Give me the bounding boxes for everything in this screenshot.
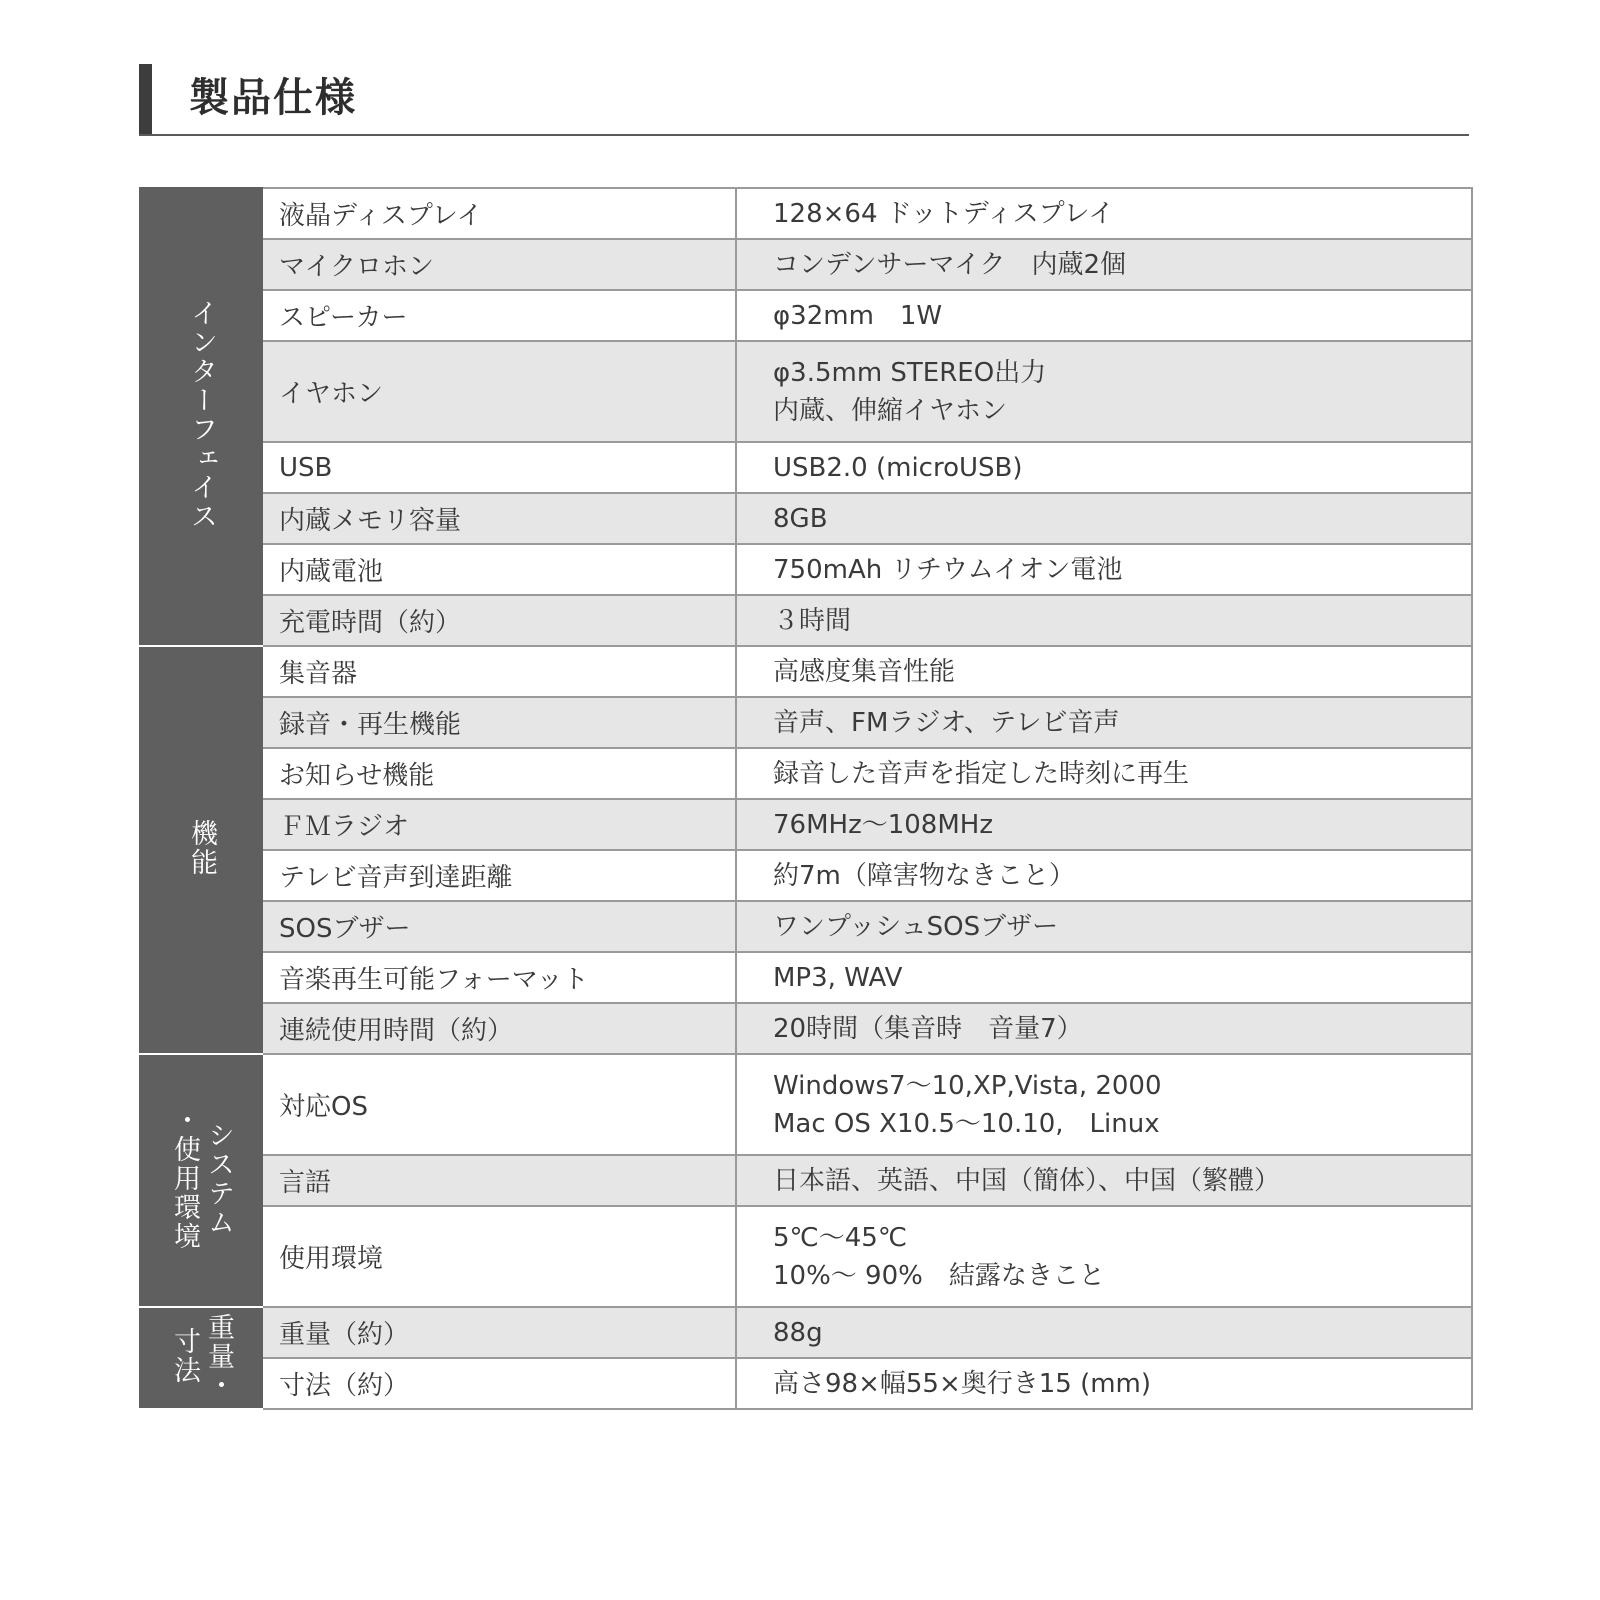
spec-value-line: 5℃〜45℃: [773, 1222, 908, 1253]
spec-label: 音楽再生可能フォーマット: [262, 952, 736, 1003]
spec-value: [736, 1054, 1472, 1155]
spec-value: [736, 239, 1472, 290]
category-cell: [140, 188, 262, 646]
spec-label: 対応OS: [262, 1054, 736, 1155]
spec-label: 充電時間（約）: [262, 595, 736, 646]
spec-label: 寸法（約）: [262, 1358, 736, 1409]
spec-value: [736, 290, 1472, 341]
spec-label: 使用環境: [262, 1206, 736, 1307]
spec-value-line: 高感度集音性能: [773, 656, 956, 687]
spec-row: [140, 646, 1472, 697]
spec-label: 録音・再生機能: [262, 697, 736, 748]
spec-value-line: MP3, WAV: [773, 962, 903, 993]
spec-value-line: 高さ98×幅55×奥行き15 (mm): [773, 1368, 1152, 1399]
spec-row: [140, 1003, 1472, 1054]
category-label: システム ・使用環境: [169, 1106, 234, 1251]
spec-value: [736, 850, 1472, 901]
spec-value-line: 20時間（集音時 音量7）: [773, 1013, 1083, 1044]
spec-row: [140, 901, 1472, 952]
spec-label: テレビ音声到達距離: [262, 850, 736, 901]
spec-value-line: 76MHz〜108MHz: [773, 809, 993, 840]
spec-row: [140, 1307, 1472, 1358]
spec-row: [140, 341, 1472, 442]
spec-value-line: 録音した音声を指定した時刻に再生: [773, 758, 1190, 789]
spec-value-line: 約7m（障害物なきこと）: [773, 860, 1075, 891]
spec-value-line: 128×64 ドットディスプレイ: [773, 198, 1115, 229]
spec-value-line: ３時間: [773, 605, 852, 636]
spec-value: [736, 1003, 1472, 1054]
spec-row: [140, 595, 1472, 646]
spec-row: [140, 952, 1472, 1003]
spec-value: [736, 697, 1472, 748]
spec-value: [736, 901, 1472, 952]
spec-row: [140, 188, 1472, 239]
spec-value-line: φ32mm 1W: [773, 300, 943, 331]
category-label: インターフェイス: [186, 299, 217, 531]
spec-value: [736, 952, 1472, 1003]
spec-value-line: 8GB: [773, 503, 828, 534]
spec-value-line: USB2.0 (microUSB): [773, 452, 1023, 483]
spec-value-line: 音声、FMラジオ、テレビ音声: [773, 707, 1120, 738]
title-accent-bar: [139, 64, 152, 136]
spec-value-line: Mac OS X10.5〜10.10, Linux: [773, 1108, 1160, 1139]
category-cell: [140, 646, 262, 1054]
title-underline: [139, 134, 1469, 136]
spec-label: 集音器: [262, 646, 736, 697]
spec-row: [140, 748, 1472, 799]
spec-value: [736, 544, 1472, 595]
spec-row: [140, 1206, 1472, 1307]
spec-value: [736, 748, 1472, 799]
spec-label: 液晶ディスプレイ: [262, 188, 736, 239]
spec-label: 連続使用時間（約）: [262, 1003, 736, 1054]
spec-label: お知らせ機能: [262, 748, 736, 799]
spec-label: 重量（約）: [262, 1307, 736, 1358]
spec-label: スピーカー: [262, 290, 736, 341]
spec-label: イヤホン: [262, 341, 736, 442]
spec-value: [736, 799, 1472, 850]
spec-value-line: φ3.5mm STEREO出力: [773, 357, 1047, 388]
spec-label: SOSブザー: [262, 901, 736, 952]
spec-row: [140, 697, 1472, 748]
page-title: 製品仕様: [189, 75, 357, 121]
category-label: 重量・ 寸法: [169, 1312, 234, 1400]
spec-row: [140, 1358, 1472, 1409]
spec-value: [736, 646, 1472, 697]
spec-value-line: 内蔵、伸縮イヤホン: [773, 395, 1008, 426]
spec-row: [140, 1155, 1472, 1206]
spec-row: [140, 544, 1472, 595]
spec-row: [140, 1054, 1472, 1155]
spec-label: USB: [262, 442, 736, 493]
spec-label: 内蔵メモリ容量: [262, 493, 736, 544]
category-cell: [140, 1307, 262, 1409]
spec-value-line: 日本語、英語、中国（簡体）、中国（繁體）: [773, 1165, 1281, 1196]
spec-value-line: コンデンサーマイク 内蔵2個: [773, 249, 1126, 280]
spec-value: [736, 1155, 1472, 1206]
spec-value: [736, 1307, 1472, 1358]
spec-value: [736, 341, 1472, 442]
spec-label: 内蔵電池: [262, 544, 736, 595]
spec-value-line: 88g: [773, 1317, 823, 1348]
spec-row: [140, 799, 1472, 850]
page-header: [139, 64, 1469, 136]
spec-row: [140, 290, 1472, 341]
spec-label: 言語: [262, 1155, 736, 1206]
category-label: 機能: [186, 819, 217, 877]
spec-value: [736, 1206, 1472, 1307]
spec-row: [140, 239, 1472, 290]
spec-table: [139, 187, 1473, 1410]
spec-value-line: Windows7〜10,XP,Vista, 2000: [773, 1070, 1162, 1101]
spec-row: [140, 493, 1472, 544]
spec-value: [736, 1358, 1472, 1409]
spec-table-body: [140, 188, 1472, 1409]
spec-value-line: 10%〜 90% 結露なきこと: [773, 1260, 1105, 1291]
spec-label: ＦＭラジオ: [262, 799, 736, 850]
spec-label: マイクロホン: [262, 239, 736, 290]
spec-value: [736, 442, 1472, 493]
spec-value-line: 750mAh リチウムイオン電池: [773, 554, 1123, 585]
spec-value-line: ワンプッシュSOSブザー: [773, 911, 1059, 942]
spec-row: [140, 850, 1472, 901]
spec-value: [736, 595, 1472, 646]
category-cell: [140, 1054, 262, 1307]
spec-row: [140, 442, 1472, 493]
spec-value: [736, 188, 1472, 239]
spec-value: [736, 493, 1472, 544]
